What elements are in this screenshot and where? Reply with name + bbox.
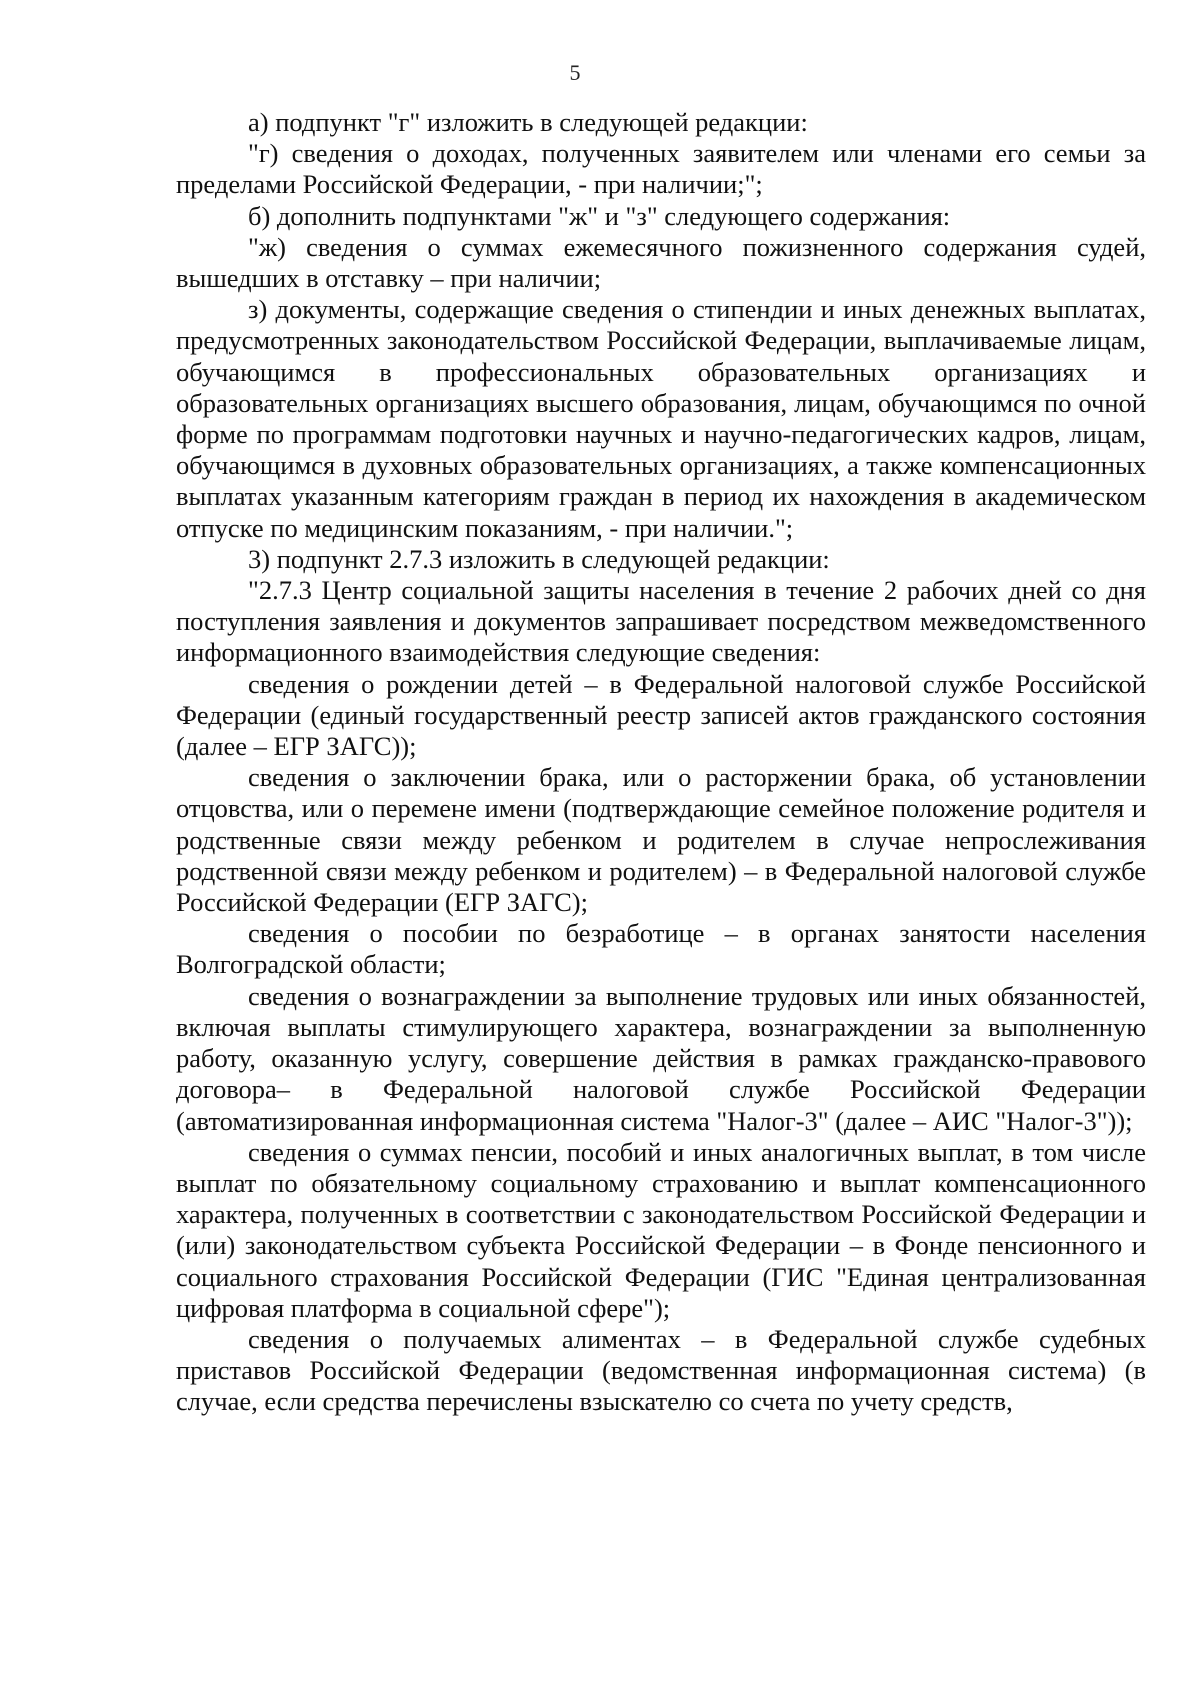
paragraph-amendment-b: б) дополнить подпунктами "ж" и "з" следующего содержания: xyxy=(248,200,951,231)
paragraph-alimony: сведения о получаемых алиментах – в Федеральной службе судебных приставов Российской Федерации (ведомственная информационная система) (в случае, если средства перечислены взыскателю со счета по учету средств, xyxy=(176,1323,1146,1417)
paragraph-amendment-3: 3) подпункт 2.7.3 изложить в следующей редакции: xyxy=(248,543,830,574)
document-body xyxy=(176,107,1146,1418)
paragraph-unemployment: сведения о пособии по безработице – в органах занятости населения Волгоградской области; xyxy=(176,918,1146,980)
paragraph-remuneration: сведения о вознаграждении за выполнение трудовых или иных обязанностей, включая выплаты стимулирующего характера, вознаграждении за выполненную работу, оказанную услугу, совершение действия в рамках гражданско-правового договора– в Федеральной налоговой службе Российской Федерации (автоматизированная информационная система "Налог-3" (далее – АИС "Налог-3")); xyxy=(176,980,1146,1136)
page-number: 5 xyxy=(569,60,581,85)
paragraph-subitem-zh: "ж) сведения о суммах ежемесячного пожизненного содержания судей, вышедших в отставку – при наличии; xyxy=(176,231,1146,294)
paragraph-subitem-z: з) документы, содержащие сведения о стипендии и иных денежных выплатах, предусмотренных законодательством Российской Федерации, выплачиваемые лицам, обучающимся в профессиональных образовательных организациях и образовательных организациях высшего образования, лицам, обучающимся по очной форме по программам подготовки научных и научно-педагогических кадров, лицам, обучающимся в духовных образовательных организациях, а также компенсационных выплатах указанным категориям граждан в период их нахождения в академическом отпуске по медицинским показаниям, - при наличии."; xyxy=(176,294,1146,543)
paragraph-birth-records: сведения о рождении детей – в Федеральной налоговой службе Российской Федерации (единый государственный реестр записей актов гражданского состояния (далее – ЕГР ЗАГС)); xyxy=(176,668,1146,762)
paragraph-subitem-g: "г) сведения о доходах, полученных заявителем или членами его семьи за пределами Российской Федерации, - при наличии;"; xyxy=(176,138,1146,200)
paragraph-amendment-a: а) подпункт "г" изложить в следующей редакции: xyxy=(248,107,808,137)
paragraph-pensions: сведения о суммах пенсии, пособий и иных аналогичных выплат, в том числе выплат по обязательному социальному страхованию и выплат компенсационного характера, полученных в соответствии с законодательством Российской Федерации и (или) законодательством субъекта Российской Федерации – в Фонде пенсионного и социального страхования Российской Федерации (ГИС "Единая централизованная цифровая платформа в социальной сфере"); xyxy=(176,1136,1146,1323)
paragraph-item-2-7-3: "2.7.3 Центр социальной защиты населения в течение 2 рабочих дней со дня поступления заявления и документов запрашивает посредством межведомственного информационного взаимодействия следующие сведения: xyxy=(176,575,1146,668)
paragraph-marriage-records: сведения о заключении брака, или о расторжении брака, об установлении отцовства, или о перемене имени (подтверждающие семейное положение родителя и родственные связи между ребенком и родителем в случае непрослеживания родственной связи между ребенком и родителем) – в Федеральной налоговой службе Российской Федерации (ЕГР ЗАГС); xyxy=(176,762,1146,918)
